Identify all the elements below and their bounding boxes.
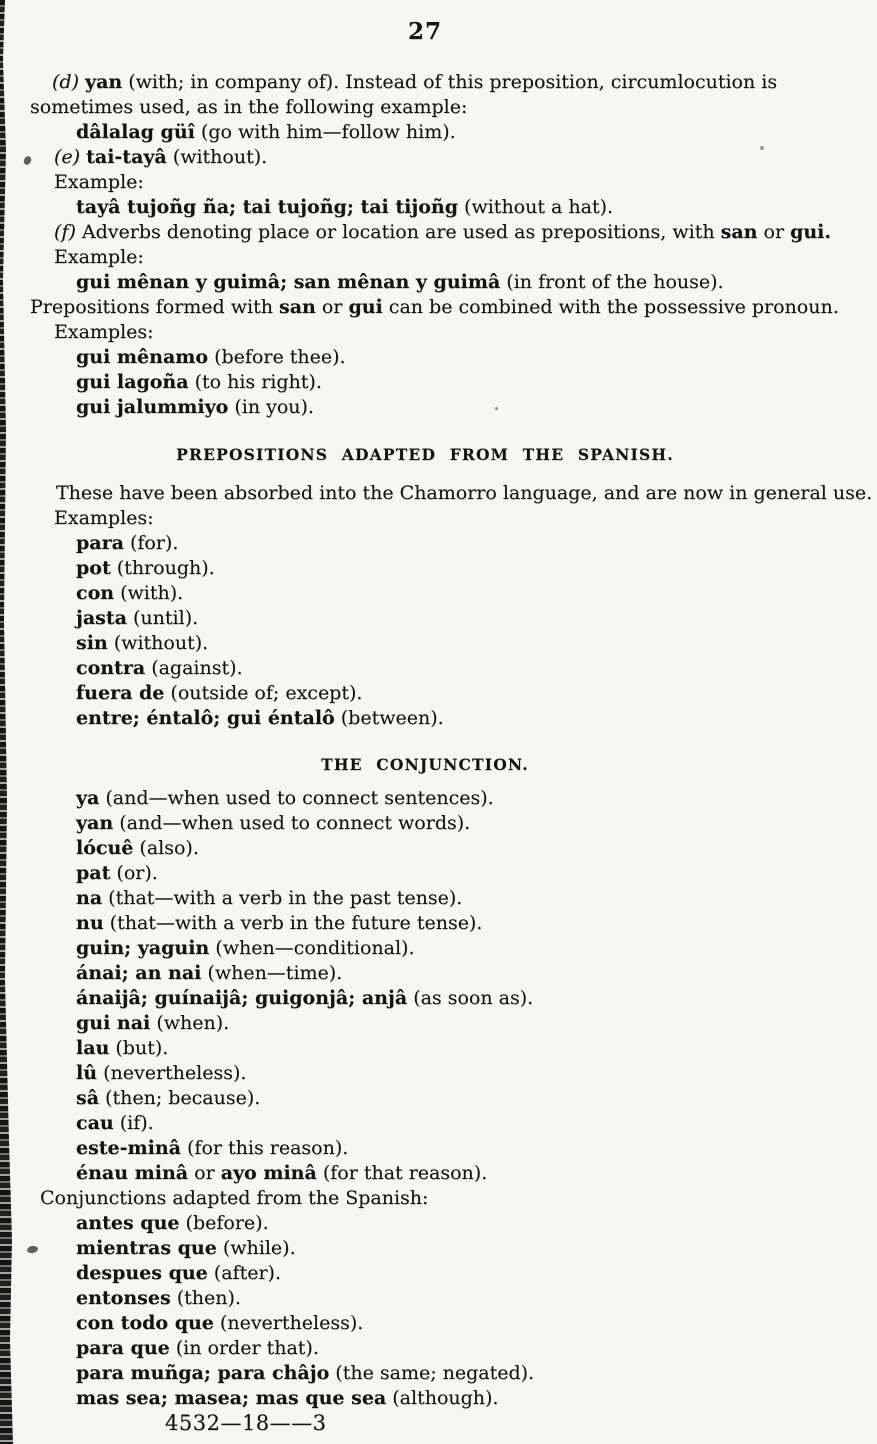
example-line	[76, 345, 820, 370]
paragraph-d	[30, 70, 820, 120]
gloss: (before).	[179, 1212, 269, 1234]
item-text: or	[757, 221, 791, 243]
chamorro-term: gui mênan y guimâ; san mênan y guimâ	[76, 271, 501, 293]
gloss: (after).	[207, 1262, 281, 1284]
gloss: (between).	[334, 707, 444, 729]
list-item	[76, 1261, 820, 1286]
gloss: (go with him—follow him).	[194, 121, 456, 143]
gloss: (to his right).	[188, 371, 322, 393]
list-item	[76, 911, 820, 936]
chamorro-term: entre; éntalô; gui éntalô	[76, 707, 335, 729]
section-heading-prepositions-spanish: PREPOSITIONS ADAPTED FROM THE SPANISH.	[176, 445, 674, 464]
gloss: (when—time).	[201, 962, 343, 984]
chamorro-term: tayâ tujoñg ña; tai tujoñg; tai tijoñg	[76, 196, 459, 218]
note-text: or	[315, 296, 349, 318]
chamorro-term: énau minâ	[76, 1162, 189, 1184]
chamorro-term: con	[76, 582, 115, 604]
list-item	[76, 631, 820, 656]
list-item	[76, 936, 820, 961]
list-item	[76, 1336, 820, 1361]
list-item	[76, 706, 820, 731]
gloss: (while).	[216, 1237, 296, 1259]
list-item	[76, 1386, 820, 1411]
list-item	[76, 1086, 820, 1111]
examples-label: Examples:	[54, 321, 154, 343]
list-item	[76, 836, 820, 861]
list-item	[76, 1211, 820, 1236]
list-item	[76, 656, 820, 681]
chamorro-term: pat	[76, 862, 111, 884]
gloss: (for this reason).	[180, 1137, 349, 1159]
chamorro-term: ya	[76, 787, 100, 809]
chamorro-term: mientras que	[76, 1237, 217, 1259]
gloss: (without).	[166, 146, 268, 168]
gloss: (and—when used to connect words).	[113, 812, 471, 834]
list-item	[76, 1061, 820, 1086]
chamorro-term: tai-tayâ	[86, 146, 167, 168]
chamorro-term: para	[76, 532, 124, 554]
intro-paragraph: These have been absorbed into the Chamorro language, and are now in general use.	[56, 482, 873, 504]
item-f	[54, 220, 832, 245]
chamorro-term: fuera de	[76, 682, 165, 704]
example-line	[76, 270, 820, 295]
chamorro-term: contra	[76, 657, 146, 679]
chamorro-term: para que	[76, 1337, 170, 1359]
item-marker: (e)	[54, 146, 87, 168]
chamorro-term: pot	[76, 557, 111, 579]
list-item	[76, 1011, 820, 1036]
chamorro-term: antes que	[76, 1212, 180, 1234]
chamorro-term: ánaijâ; guínaijâ; guigonjâ; anjâ	[76, 987, 408, 1009]
chamorro-term: lócuê	[76, 837, 134, 859]
gloss: (for).	[123, 532, 179, 554]
gloss: (or).	[110, 862, 158, 884]
list-item	[76, 961, 820, 986]
chamorro-term: nu	[76, 912, 104, 934]
gloss: (when).	[150, 1012, 230, 1034]
list-item	[76, 681, 820, 706]
chamorro-term: para muñga; para châjo	[76, 1362, 330, 1384]
gloss: (outside of; except).	[164, 682, 363, 704]
list-item	[76, 581, 820, 606]
gloss: (and—when used to connect sentences).	[99, 787, 494, 809]
list-item	[76, 786, 820, 811]
list-item	[76, 1361, 820, 1386]
chamorro-term: despues que	[76, 1262, 208, 1284]
gloss: (also).	[133, 837, 199, 859]
chamorro-term: na	[76, 887, 103, 909]
list-item	[76, 1136, 820, 1161]
gloss: (with).	[114, 582, 184, 604]
list-item	[76, 531, 820, 556]
chamorro-term: este-minâ	[76, 1137, 181, 1159]
list-item-text: or	[188, 1162, 221, 1184]
chamorro-term: ánai; an nai	[76, 962, 202, 984]
example-line	[76, 195, 820, 220]
gloss: (in front of the house).	[500, 271, 724, 293]
gloss: (until).	[126, 607, 199, 629]
note-text: Prepositions formed with	[30, 296, 279, 318]
chamorro-term: cau	[76, 1112, 114, 1134]
chamorro-term: lû	[76, 1062, 98, 1084]
list-item	[76, 1311, 820, 1336]
list-item	[76, 986, 820, 1011]
gloss: (but).	[109, 1037, 169, 1059]
list-item	[76, 1236, 820, 1261]
section-heading-conjunction: THE CONJUNCTION.	[321, 755, 529, 774]
gloss: (then; because).	[99, 1087, 261, 1109]
examples-label: Examples:	[54, 507, 154, 529]
chamorro-term: gui mênamo	[76, 346, 209, 368]
chamorro-term: gui.	[790, 221, 832, 243]
note-text: can be combined with the possessive pronoun.	[382, 296, 839, 318]
example-line	[76, 395, 820, 420]
printers-mark: 4532—18——3	[165, 1411, 327, 1435]
chamorro-term: mas sea; masea; mas que sea	[76, 1387, 387, 1409]
gloss: (as soon as).	[407, 987, 534, 1009]
example-line	[76, 370, 820, 395]
gloss: (if).	[113, 1112, 154, 1134]
gloss: (without).	[107, 632, 209, 654]
chamorro-term: gui	[348, 296, 383, 318]
gloss: (although).	[386, 1387, 499, 1409]
chamorro-term: san	[720, 221, 758, 243]
gloss: (nevertheless).	[213, 1312, 364, 1334]
list-item	[76, 1286, 820, 1311]
gloss: (against).	[145, 657, 243, 679]
chamorro-term: gui lagoña	[76, 371, 189, 393]
item-marker: (d)	[52, 71, 86, 93]
gloss: (before thee).	[208, 346, 346, 368]
paragraph-text: sometimes used, as in the following example:	[30, 96, 468, 118]
gloss: (the same; negated).	[329, 1362, 535, 1384]
page-number: 27	[407, 18, 442, 45]
list-item	[76, 861, 820, 886]
chamorro-term: ayo minâ	[220, 1162, 317, 1184]
binding-edge	[0, 0, 14, 1444]
note-line	[30, 295, 839, 320]
list-item	[76, 1161, 820, 1186]
chamorro-term: yan	[76, 812, 114, 834]
chamorro-term: jasta	[76, 607, 127, 629]
chamorro-term: yan	[85, 71, 123, 93]
item-e	[54, 145, 820, 170]
chamorro-term: lau	[76, 1037, 110, 1059]
chamorro-term: gui nai	[76, 1012, 151, 1034]
gloss: (that—with a verb in the future tense).	[103, 912, 483, 934]
gloss: (without a hat).	[458, 196, 614, 218]
list-item	[76, 1111, 820, 1136]
spanish-conjunctions-label: Conjunctions adapted from the Spanish:	[40, 1187, 429, 1209]
gloss: (nevertheless).	[97, 1062, 247, 1084]
example-label: Example:	[54, 171, 144, 193]
gloss: (for that reason).	[316, 1162, 488, 1184]
gloss: (when—conditional).	[209, 937, 415, 959]
chamorro-term: entonses	[76, 1287, 171, 1309]
chamorro-term: guin; yaguin	[76, 937, 210, 959]
chamorro-term: dâlalag güî	[76, 121, 195, 143]
gloss: (that—with a verb in the past tense).	[102, 887, 463, 909]
list-item	[76, 811, 820, 836]
chamorro-term: sin	[76, 632, 108, 654]
chamorro-term: sâ	[76, 1087, 100, 1109]
list-item	[76, 556, 820, 581]
chamorro-term: san	[279, 296, 316, 318]
chamorro-term: gui jalummiyo	[76, 396, 229, 418]
chamorro-term: con todo que	[76, 1312, 214, 1334]
gloss: (in you).	[228, 396, 314, 418]
example-line	[76, 120, 820, 145]
paragraph-text: (with; in company of). Instead of this preposition, circumlocution is	[122, 71, 778, 93]
gloss: (then).	[170, 1287, 241, 1309]
example-label: Example:	[54, 246, 144, 268]
page-content	[30, 8, 873, 1436]
item-marker: (f)	[54, 221, 82, 243]
gloss: (through).	[110, 557, 215, 579]
item-text: Adverbs denoting place or location are used as prepositions, with	[81, 221, 721, 243]
list-item	[76, 886, 820, 911]
gloss: (in order that).	[169, 1337, 319, 1359]
list-item	[76, 1036, 820, 1061]
list-item	[76, 606, 820, 631]
